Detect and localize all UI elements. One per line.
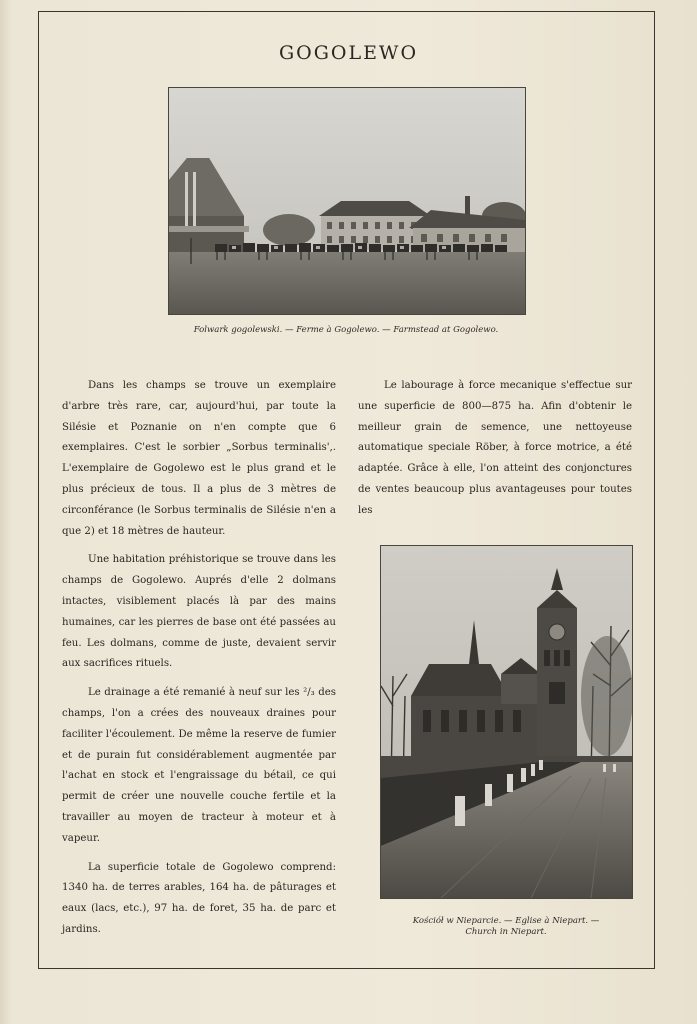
church-photo — [380, 545, 633, 899]
paragraph-prehistoric: Une habitation préhistorique se trouve dans les champs de Gogolewo. Auprés d'elle 2 dolmans intactes, visiblement placés là par des mains humaines, car les pierres de base ont été passées au feu. Les dolmans, comme de juste, devaient servir aux sacrifices rituels. — [62, 554, 336, 670]
paragraph-drainage: Le drainage a été remanié à neuf sur les ²/₃ des champs, l'on a crées des nouveaux draines pour faciliter l'écoulement. De même la reserve de fumier et de purain fut considérablement augmentée par l'achat en stock et l'engraissage du bétail, ce qui permit de créer une nouvelle couche fertile et la travailler au moyen de tracteur à moteur et à vapeur. — [62, 687, 336, 844]
church-caption — [372, 916, 640, 938]
paragraph-sorbus: Dans les champs se trouve un exemplaire d'arbre très rare, car, aujourd'hui, par toute la Silésie et Poznanie on n'en compte que 6 exemplaires. C'est le sorbier „Sorbus terminalis'‚. L'exemplaire de Gogolewo est le plus grand et le plus précieux de tous. Il a plus de 3 mètres de circonférance (le Sorbus terminalis de Silésie n'en a que 2) et 18 mètres de hauteur. — [62, 380, 336, 537]
page-title: GOGOLEWO — [278, 42, 419, 64]
farmstead-caption: Folwark gogolewski. — Ferme à Gogolewo. — Farmstead at Gogolewo. — [193, 325, 499, 335]
left-text-column — [62, 376, 336, 949]
paragraph-area: La superficie totale de Gogolewo comprend: 1340 ha. de terres arables, 164 ha. de pâturages et eaux (lacs, etc.), 97 ha. de foret, 35 ha. de parc et jardins. — [62, 861, 336, 935]
paragraph-plowing: Le labourage à force mecanique s'effectue sur une superficie de 800—875 ha. Afin d'obtenir le meilleur grain de semence, une nettoyeuse automatique speciale Röber, à force motrice, a été adaptée. Grâce à elle, l'on atteint des conjonctures de ventes beaucoup plus avantageuses pour toutes les — [358, 380, 632, 516]
church-caption-line1: Kościół w Nieparcie. — Eglise à Niepart. — — [412, 916, 600, 926]
farmstead-photo — [168, 87, 526, 315]
right-text-column — [358, 376, 632, 530]
church-caption-line2: Church in Niepart. — [465, 927, 547, 937]
